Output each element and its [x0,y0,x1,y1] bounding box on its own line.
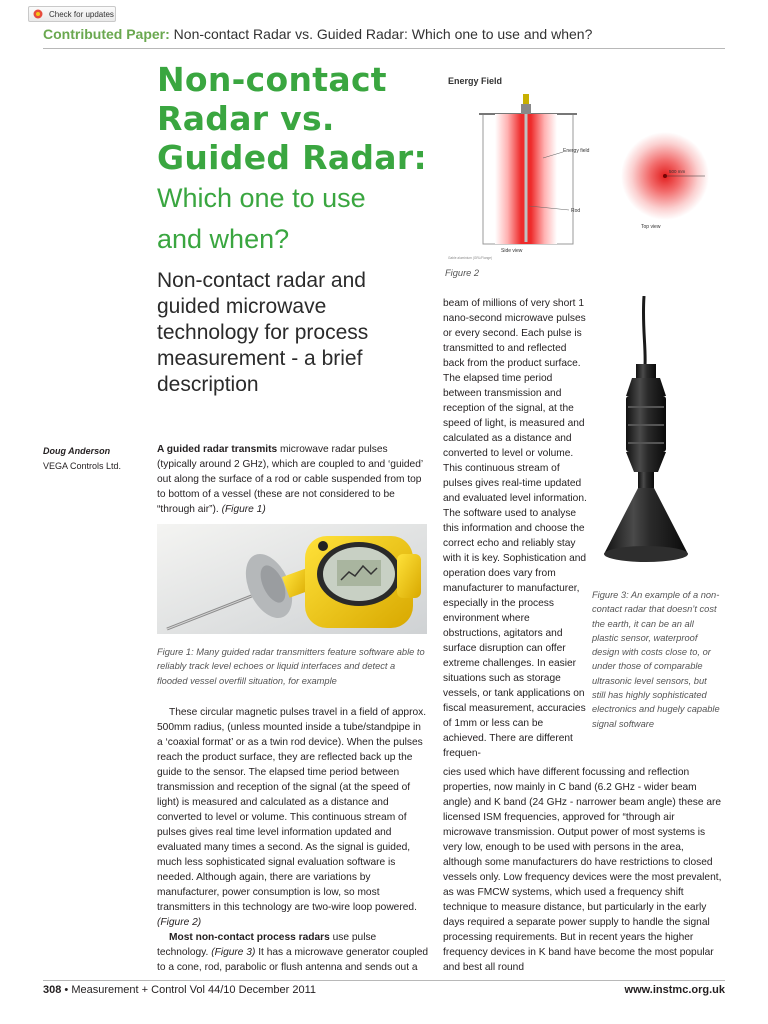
page-number: 308 [43,984,62,996]
figure-3-image [596,296,696,586]
lead-paragraph [157,442,429,517]
lead-text: microwave radar pulses (typically around 2 GHz), which are coupled to and ‘guided’ out along the surface of a rod or cable suspended from top to bottom of a vessel (these are not considered to be “through air”). [157,444,423,515]
figure-1-image [157,524,427,634]
update-icon [33,9,43,19]
paragraph-text: cies used which have different focussing and reflection properties, now mainly in C band (6.2 GHz - wider beam angle) and K band (24 GHz - narrower beam angle) these are licensed ISM frequencies, approved for “through air microwave transmission. Output power of most systems is very low, enough to be used with persons in the area, although some manufacturers do have restrictions to closed vessels only. Low frequency devices were the most prevalent, as was FMCW systems, which used a frequency shift technique to measure distance, but particularly in the early days required a separate power supply to handle the signal processing requirements. But in recent years the higher frequency devices in K band have become the most popular and best all round [443,767,722,973]
figure-ref: (Figure 1) [221,504,266,515]
title-line: Non-contact [157,60,387,99]
paragraph-text: It has a microwave generator coupled to a cone, rod, parabolic or flush antenna and sends out a [157,947,429,973]
header-text: Non-contact Radar vs. Guided Radar: Which one to use and when? [173,26,593,42]
top-view-label: Top view [641,224,661,230]
author-affiliation: VEGA Controls Ltd. [43,461,122,471]
author-name: Doug Anderson [43,446,111,456]
side-view-label: Side view [501,248,523,254]
lead-bold: A guided radar transmits [157,444,278,455]
radius-label: 500 mm [669,169,686,174]
article-title-sub [157,178,437,260]
figure-ref: (Figure 2) [157,917,202,928]
check-for-updates-badge[interactable] [28,6,116,22]
article-title [157,60,437,177]
header-label: Contributed Paper: [43,26,170,42]
figure-ref: (Figure 3) [211,947,256,958]
paragraph [157,930,429,975]
body-column-2-wide [443,765,725,975]
energy-field-label: Energy field [563,148,590,154]
title-line: Radar vs. [157,99,335,138]
figure-3-caption: Figure 3: An example of a non-contact radar that doesn’t cost the earth, it can be an all plastic sensor, waterproof design with costs close to, or under those of comparable ultrasonic level sensors, but still has highly sophisticated electronics and hugely capable signal software [592,590,720,729]
figure-2-diagram [443,70,711,262]
header-divider [43,48,725,49]
article-subtitle: Non-contact radar and guided microwave technology for process measurement - a brief description [157,269,369,396]
paragraph [157,705,429,930]
figure-2-title: Energy Field [448,76,503,86]
footer-citation [43,984,316,996]
footer-url[interactable]: www.instmc.org.uk [624,984,725,996]
paragraph-text: These circular magnetic pulses travel in a field of approx. 500mm radius, (unless mounted inside a tube/standpipe in a ‘coaxial format’ or as a twin rod device). When the pulses reach the product surface, they are reflected back up the guide to the sensor. The elapsed time period between transmission and reception of the signal (at the speed of light) is measured and calculated as a distance and converted to level or volume. This continuous stream of pulses gives real time level information updated and evaluated many times a second. As the signal is guided, much less sophisticated signal evaluation software is needed. Although again, there are variations by manufacturer, power consumption is low, so most transmitters in this technology are two-wire loop powered. [157,707,427,913]
figure-2-credit: Gable aluminium (GRL/Flange) [448,256,493,260]
footer-separator: • [64,984,69,996]
figure-2-caption: Figure 2 [445,268,480,278]
body-column-2 [443,296,588,761]
title-line: and when? [157,224,290,254]
paragraph-text: beam of millions of very short 1 nano-second microwave pulses or every second. Each pulse is transmitted to and reflected back from the product surface. The elapsed time period between transmission and reception of the signal, at the speed of light, is measured and calculated as a distance and converted to level or volume. This continuous stream of pulses gives real-time updated and evaluated level information. The software used to analyse this information and choose the correct echo and reliably stay with it is key. Sophistication and operation does vary from manufacturer to manufacturer, especially in the process environment where obstructions, agitators and surface disruption can offer extreme challenges. In easier situations such as storage vessels, or tank applications on fiscal measurement, accuracies of 1mm or less can be achieved. There are different frequen- [443,298,587,759]
journal-info: Measurement + Control Vol 44/10 December 2011 [71,984,317,996]
rod-label: Rod [571,208,581,214]
body-column-1 [157,705,429,975]
figure-1-caption: Figure 1: Many guided radar transmitters feature software able to reliably track level echoes or liquid interfaces and detect a flooded vessel overfill situation, for example [157,647,425,686]
title-line: Guided Radar: [157,138,427,177]
footer-divider [43,980,725,981]
paragraph-bold: Most non-contact process radars [169,932,330,943]
title-line: Which one to use [157,183,366,213]
check-for-updates-label: Check for updates [49,10,114,19]
author-block [43,444,153,474]
running-header [43,26,743,42]
paragraph-text: use pulse technology. [157,932,377,958]
